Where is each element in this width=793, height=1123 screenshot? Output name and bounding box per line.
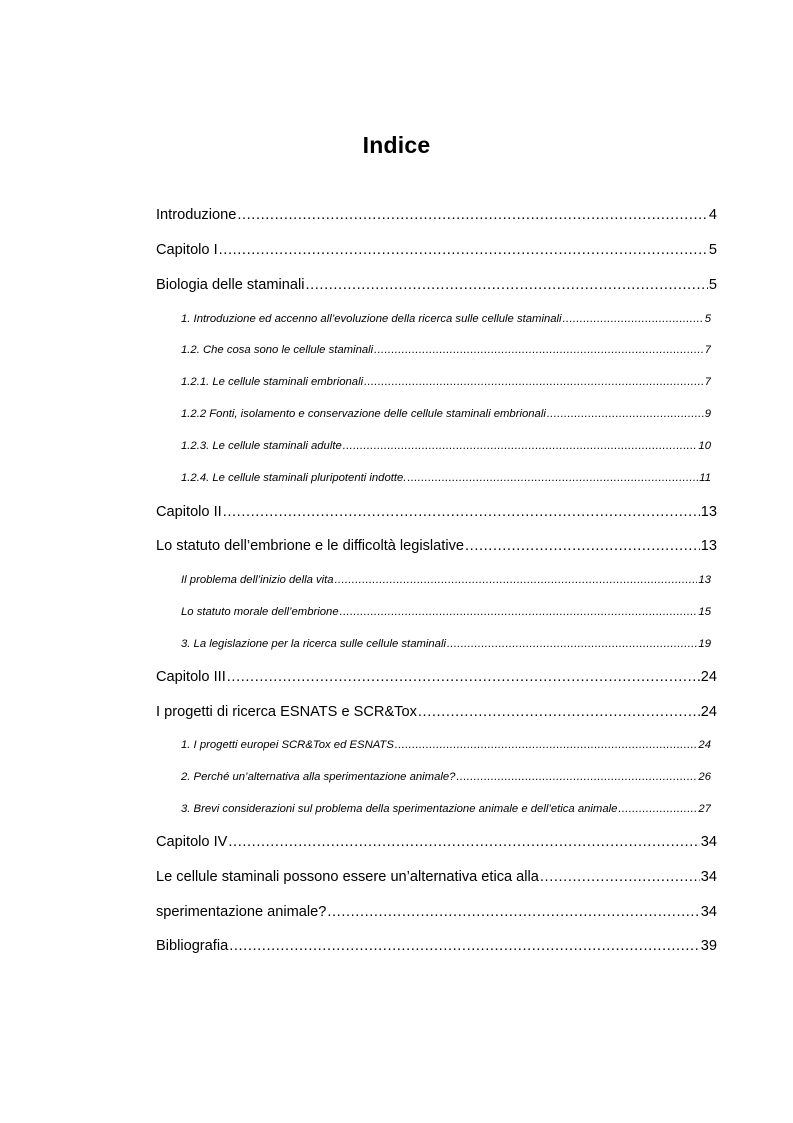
toc-entry-capitolo-4[interactable]	[156, 834, 717, 850]
toc-entry-page: 26	[698, 771, 711, 783]
dot-leader	[223, 504, 700, 520]
toc-entry-page: 7	[704, 344, 711, 356]
toc-entry-page: 9	[704, 408, 711, 420]
toc-entry-label: sperimentazione animale?	[156, 904, 327, 920]
toc-entry-label: 3. La legislazione per la ricerca sulle cellule staminali	[181, 638, 446, 650]
toc-entry-label: I progetti di ricerca ESNATS e SCR&Tox	[156, 704, 417, 720]
toc-entry-label: 3. Brevi considerazioni sul problema della sperimentazione animale e dell’etica animale	[181, 803, 618, 815]
toc-entry-page: 13	[700, 538, 717, 554]
toc-entry-considerazioni[interactable]	[181, 803, 711, 815]
toc-entry-label: Lo statuto dell’embrione e le difficoltà legislative	[156, 538, 465, 554]
dot-leader	[374, 344, 704, 356]
toc-entry-progetti-ricerca[interactable]	[156, 704, 717, 720]
toc-entry-bibliografia[interactable]	[156, 938, 717, 954]
toc-entry-capitolo-3[interactable]	[156, 669, 717, 685]
dot-leader	[364, 376, 704, 388]
toc-entry-page: 24	[698, 739, 711, 751]
toc-entry-page: 24	[700, 704, 717, 720]
dot-leader	[456, 771, 697, 783]
page-title: Indice	[362, 132, 431, 158]
dot-leader	[229, 938, 700, 954]
toc-entry-page: 24	[700, 669, 717, 685]
toc-entry-label: Le cellule staminali possono essere un’alternativa etica alla	[156, 869, 539, 885]
toc-entry-1-2-2[interactable]	[181, 408, 711, 420]
toc-entry-page: 34	[700, 904, 717, 920]
toc-entry-page: 10	[698, 440, 711, 452]
toc-entry-label: Introduzione	[156, 207, 237, 223]
toc-entry-page: 5	[708, 242, 717, 258]
toc-entry-1-2[interactable]	[181, 344, 711, 356]
dot-leader	[618, 803, 697, 815]
toc-entry-label: 1.2.1. Le cellule staminali embrionali	[181, 376, 364, 388]
toc-entry-label: Capitolo II	[156, 504, 222, 520]
toc-entry-label: Il problema dell’inizio della vita	[181, 574, 334, 586]
toc-entry-alternativa[interactable]	[181, 771, 711, 783]
toc-entry-page: 34	[700, 869, 717, 885]
toc-entry-statuto-morale[interactable]	[181, 606, 711, 618]
dot-leader	[335, 574, 698, 586]
dot-leader	[219, 242, 708, 258]
toc-entry-page: 4	[708, 207, 717, 223]
dot-leader	[227, 669, 700, 685]
dot-leader	[547, 408, 704, 420]
toc-entry-label: Capitolo I	[156, 242, 218, 258]
dot-leader	[407, 472, 698, 484]
toc-entry-label: 1. Introduzione ed accenno all’evoluzione della ricerca sulle cellule staminali	[181, 313, 562, 325]
toc-entry-capitolo-1[interactable]	[156, 242, 717, 258]
toc-entry-page: 7	[704, 376, 711, 388]
toc-entry-capitolo-2[interactable]	[156, 504, 717, 520]
toc-entry-page: 39	[700, 938, 717, 954]
toc-entry-1-introduzione[interactable]	[181, 313, 711, 325]
toc-entry-label: Bibliografia	[156, 938, 229, 954]
toc-entry-sperimentazione-animale[interactable]	[156, 904, 717, 920]
dot-leader	[395, 739, 698, 751]
toc-entry-1-2-4[interactable]	[181, 472, 711, 484]
toc-entry-label: Capitolo III	[156, 669, 226, 685]
toc-entry-introduzione[interactable]	[156, 207, 717, 223]
dot-leader	[418, 704, 700, 720]
toc-entry-page: 19	[698, 638, 711, 650]
toc-entry-statuto-embrione[interactable]	[156, 538, 717, 554]
toc-entry-label: Biologia delle staminali	[156, 277, 305, 293]
dot-leader	[563, 313, 704, 325]
toc-entry-label: 1.2.3. Le cellule staminali adulte	[181, 440, 342, 452]
toc-entry-page: 5	[704, 313, 711, 325]
dot-leader	[343, 440, 698, 452]
toc-entry-1-2-3[interactable]	[181, 440, 711, 452]
toc-entry-page: 13	[698, 574, 711, 586]
toc-entry-page: 13	[700, 504, 717, 520]
toc-entry-biologia-staminali[interactable]	[156, 277, 717, 293]
toc-entry-progetti-europei[interactable]	[181, 739, 711, 751]
dot-leader	[305, 277, 707, 293]
toc-entry-label: 1.2.4. Le cellule staminali pluripotenti indotte.	[181, 472, 407, 484]
dot-leader	[340, 606, 698, 618]
toc-entry-page: 34	[700, 834, 717, 850]
toc-entry-page: 5	[708, 277, 717, 293]
toc-entry-label: 2. Perché un’alternativa alla sperimentazione animale?	[181, 771, 456, 783]
dot-leader	[447, 638, 697, 650]
toc-entry-legislazione[interactable]	[181, 638, 711, 650]
toc-entry-alternativa-etica[interactable]	[156, 869, 717, 885]
toc-entry-page: 11	[699, 472, 711, 484]
toc-entry-1-2-1[interactable]	[181, 376, 711, 388]
dot-leader	[327, 904, 699, 920]
toc-entry-inizio-vita[interactable]	[181, 574, 711, 586]
dot-leader	[237, 207, 708, 223]
toc-entry-page: 15	[698, 606, 711, 618]
toc-entry-page: 27	[698, 803, 711, 815]
dot-leader	[540, 869, 700, 885]
toc-entry-label: Capitolo IV	[156, 834, 228, 850]
dot-leader	[228, 834, 699, 850]
toc-entry-label: 1.2. Che cosa sono le cellule staminali	[181, 344, 374, 356]
dot-leader	[465, 538, 700, 554]
toc-entry-label: Lo statuto morale dell’embrione	[181, 606, 339, 618]
toc-entry-label: 1. I progetti europei SCR&Tox ed ESNATS	[181, 739, 394, 751]
toc-entry-label: 1.2.2 Fonti, isolamento e conservazione delle cellule staminali embrionali	[181, 408, 546, 420]
